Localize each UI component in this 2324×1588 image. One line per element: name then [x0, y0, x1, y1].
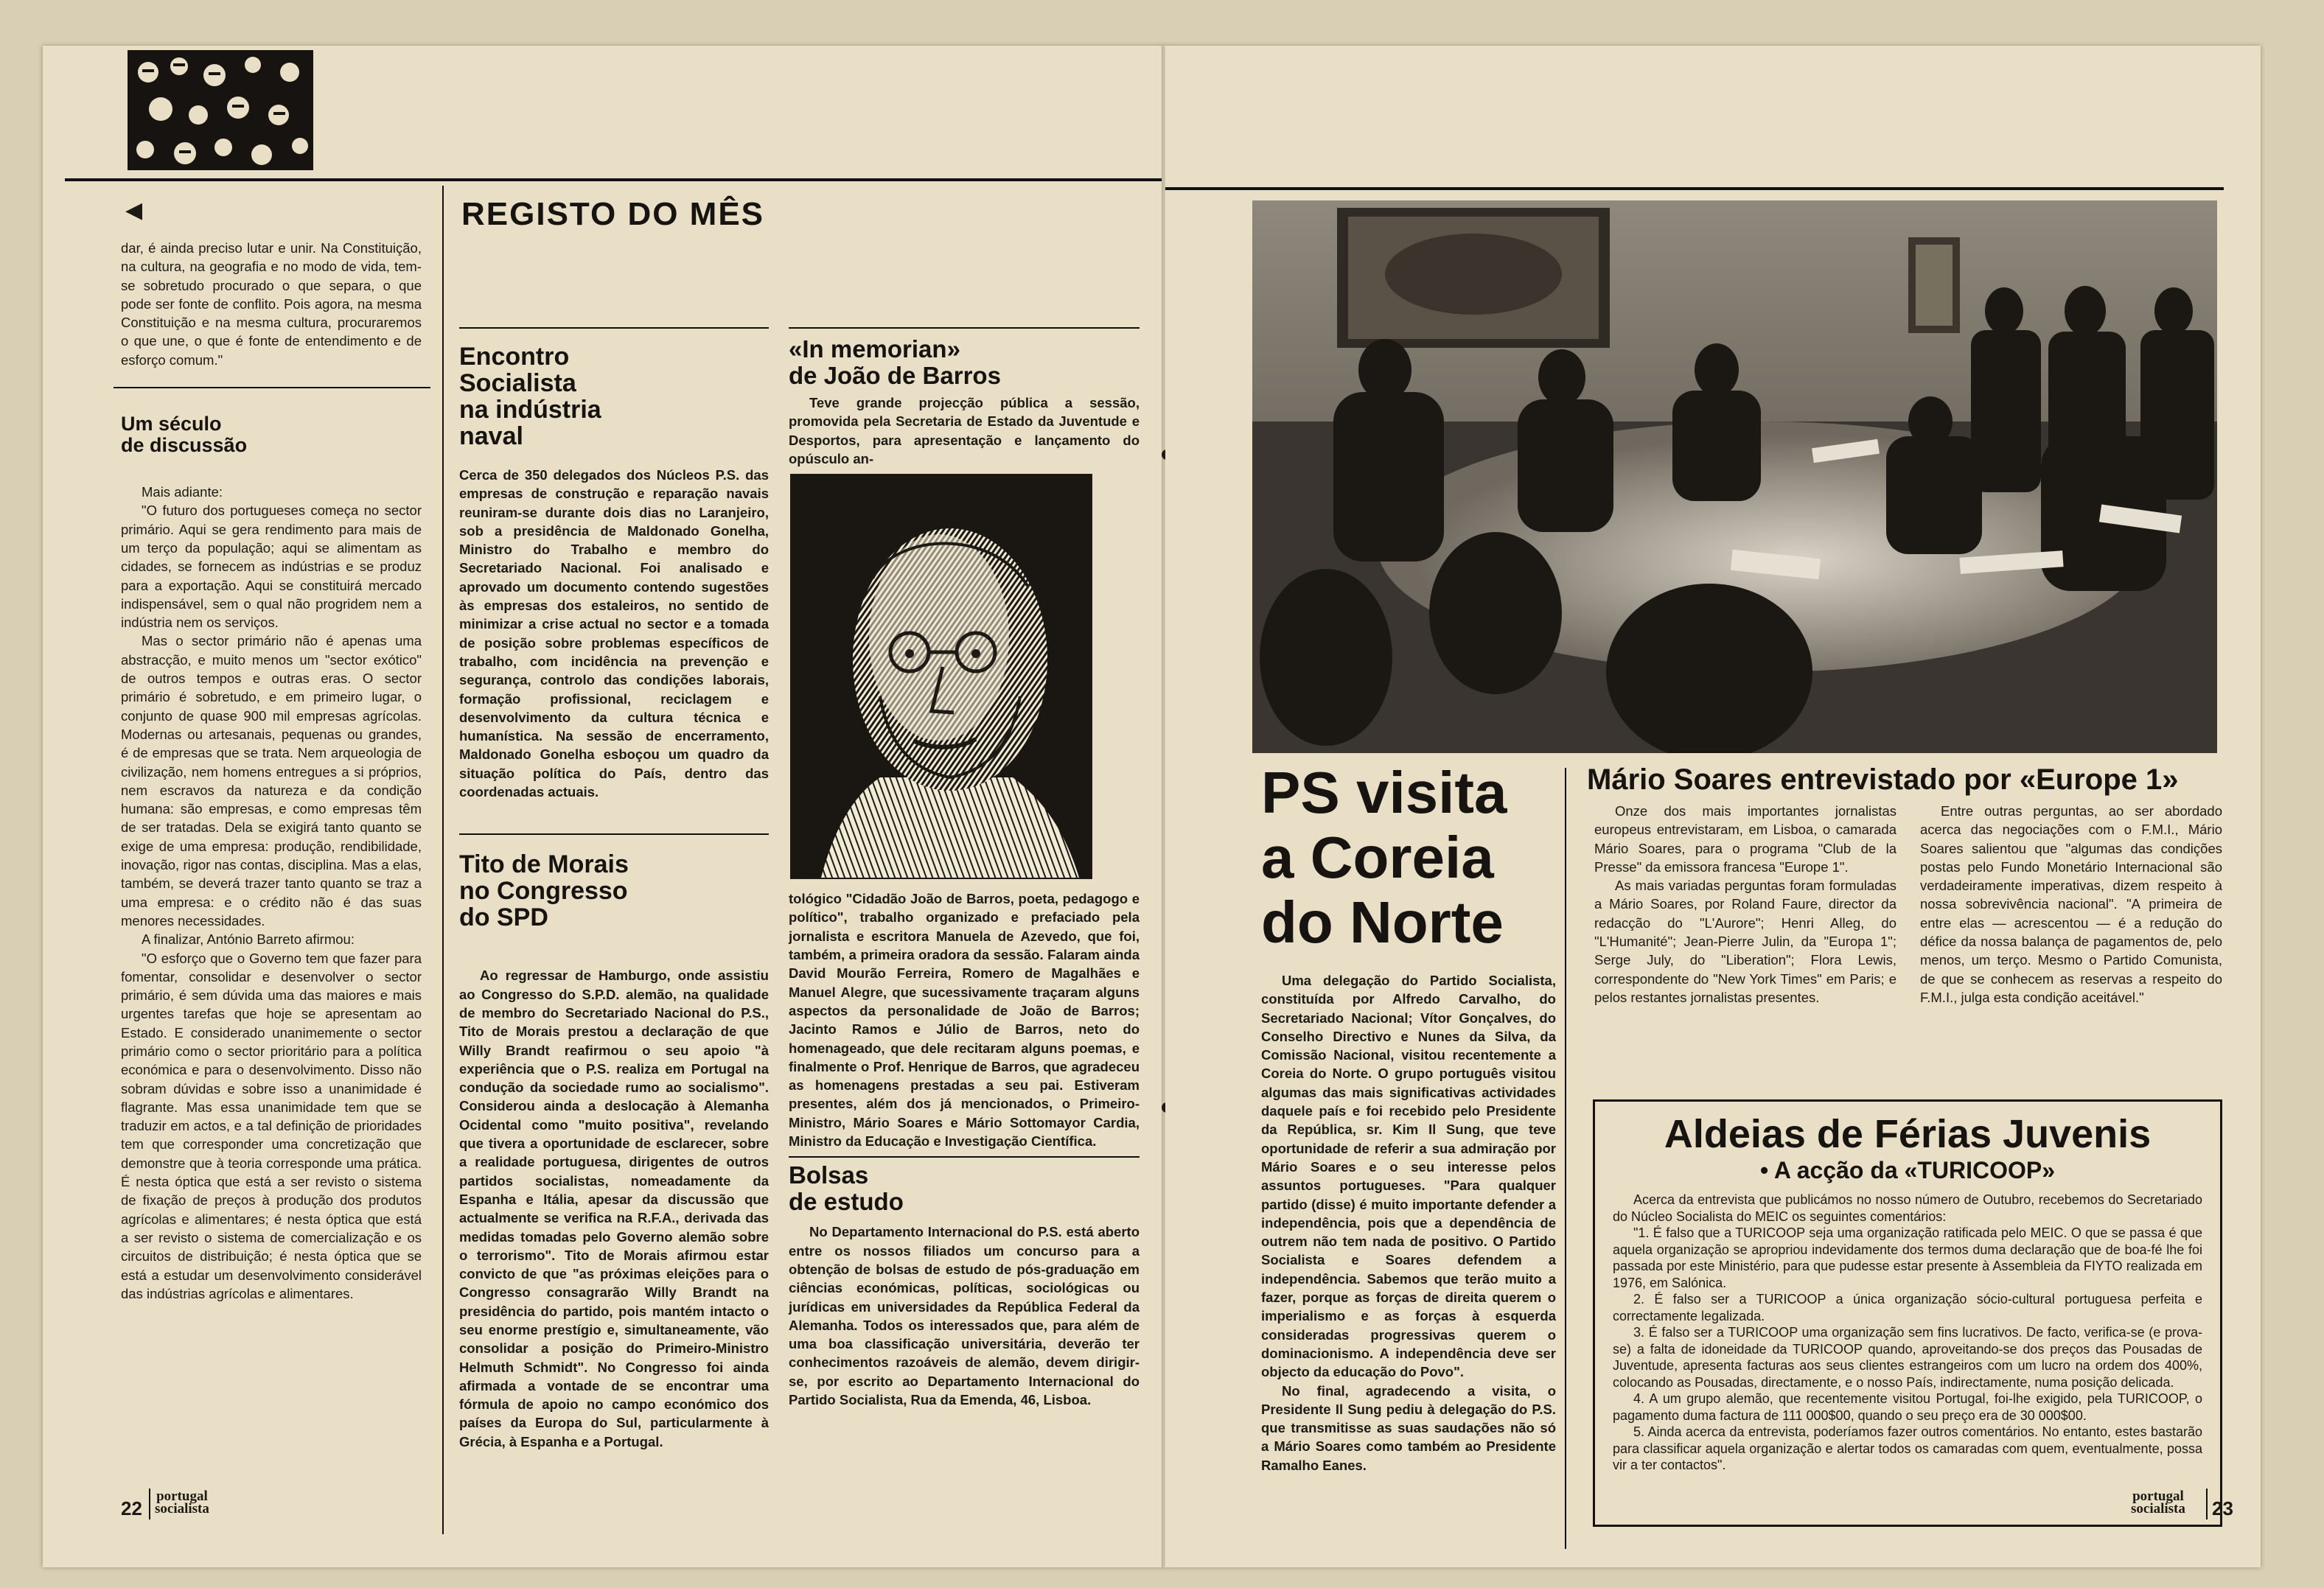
aldeias-headline: Aldeias de Férias Juvenis	[1664, 1112, 2152, 1156]
europe1-headline: Mário Soares entrevistado por «Europe 1»	[1587, 763, 2179, 796]
coreia-headline-line-1: PS visita	[1261, 760, 1507, 825]
coreia-paragraph-list	[1261, 971, 1556, 1475]
memorian-text-top: Teve grande projecção pública a sessão, promovida pela Secretaria de Estado da Juventude e Desportos, para apresentação e lançamento do opúsculo an-	[789, 395, 1140, 466]
europe1-col2-paragraph-1: Entre outras perguntas, ao ser abordado acerca das negociações com o F.M.I., Mário Soares salientou que "algumas das condições postas pelo Fundo Monetário Internacional são verdadeiramente imperativas, dizem respeito à nossa sobrevivência nacional". "A primeira de entre elas — acrescentou — é a redução do défice da nossa balança de pagamentos de, pelo menos, um terço. Mesmo o Partido Comunista, de que se conhecem as reservas a respeito do F.M.I., julga esta condição aceitável."	[1920, 803, 2222, 1005]
encontro-heading-line-4: naval	[459, 422, 523, 450]
europe1-col1-paragraph-2: As mais variadas perguntas foram formuladas a Mário Soares, por Roland Faure, director da redacção do "L'Aurore"; Henri Alleg, do "L'Humanité"; Jean-Pierre Julin, da "Europa 1"; Serge July, do "Liberation"; Flora Lewis, correspondente do "New York Times" em Paris; e pelos restantes jornalistas presentes.	[1594, 878, 1896, 1005]
intro-rule	[114, 387, 430, 388]
tito-top-rule	[459, 833, 769, 835]
page-number-left: 22	[121, 1497, 142, 1519]
europe1-section	[1587, 763, 2227, 1005]
encontro-heading	[459, 343, 769, 450]
column-rule-1	[442, 186, 444, 1534]
seculo-paragraph: "O esforço que o Governo tem que fazer para fomentar, consolidar e desenvolver o sector primário, é sem dúvida uma das maiores e mais urgentes tarefas que hoje se apresentam ao Estado. E considerado unanimemente o sector primário como o sector prioritário para a política económica e para o desenvolvimento. Disso não sobram dúvidas e sobre isso a unanimidade é flagrante. Mas essa unanimidade tem que se traduzir em actos, e a tal definição de prioridades tem que corresponder uma concretização que demonstre que à teoria corresponde uma prática. É nesta óptica que está a ser revisto o sistema de fixação de preços à produção dos produtos agrícolas e alimentares; é nesta óptica que está a ser revisto o sistema de comercialização e os circuitos de distribuição; é nesta óptica que se está a estudar um desenvolvimento considerável das indústrias agrícolas e alimentares.	[121, 950, 422, 1301]
encontro-text: Cerca de 350 delegados dos Núcleos P.S. das empresas de construção e reparação navais reuniram-se durante dois dias no Laranjeiro, sob a presidência de Maldonado Gonelha, Ministro do Trabalho e membro do Secretariado Nacional. Foi analisado e aprovado um documento contendo sugestões às empresas dos estaleiros, no sentido de minimizar a crise actual no sector e a tomada de posição sobre problemas específicos de trabalho, com incidência na prevenção e segurança, controlo das condições laborais, formação profissional, reciclagem e desenvolvimento da cultura técnica e humanística. Na sessão de encerramento, Maldonado Gonelha esboçou um quadro da situação política do País, dentro das coordenadas actuais.	[459, 467, 769, 800]
joao-de-barros-portrait	[790, 474, 1092, 879]
memorian-heading-line2: de João de Barros	[789, 362, 1001, 389]
europe1-col2	[1920, 802, 2222, 1007]
page-number-right: 23	[2212, 1497, 2233, 1519]
aldeias-paragraph-3: 2. É falso ser a TURICOOP a única organização sócio-cultural portuguesa perfeita e correctamente legalizada.	[1613, 1292, 2202, 1323]
top-rule	[65, 178, 1165, 181]
coreia-headline-line-3: do Norte	[1261, 889, 1504, 955]
encontro-top-rule	[459, 327, 769, 329]
bolsas-text: No Departamento Internacional do P.S. está aberto entre os nossos filiados um concurso para a obtenção de bolsas de estudo de pós-graduação em ciências económicas, políticas, sociológicas ou jurídicas em universidades da República Federal da Alemanha. Todos os interessados que, para além de uma boa classificação universitária, deverão ter conhecimentos razoáveis de alemão, devem dirigir-se, por escrito ao Departamento Internacional do Partido Socialista, Rua da Emenda, 46, Lisboa.	[789, 1224, 1140, 1408]
aldeias-paragraph-list	[1595, 1184, 2220, 1474]
column-1	[121, 239, 422, 1303]
aldeias-subhead: • A acção da «TURICOOP»	[1759, 1157, 2056, 1183]
memorian-top-rule	[789, 327, 1140, 329]
right-page	[1165, 46, 2261, 1567]
encontro-heading-line-3: na indústria	[459, 396, 601, 424]
folio-divider-right	[2206, 1489, 2208, 1519]
aldeias-box	[1593, 1099, 2222, 1527]
logo-line2: socialista	[155, 1501, 209, 1517]
seculo-paragraph: Mais adiante:	[142, 484, 223, 500]
crowd-montage-image	[128, 50, 313, 170]
section-title: REGISTO DO MÊS	[461, 196, 765, 232]
encontro-heading-line-2: Socialista	[459, 369, 576, 397]
memorian-text-bottom: tológico "Cidadão João de Barros, poeta, pedagogo e político", trabalho organizado e prefaciado pela jornalista e escritora Manuela de Azevedo, que foi, também, a primeira oradora da sessão. Falaram ainda David Mourão Ferreira, Romero de Magalhães e Manuel Alegre, que sucessivamente traçaram alguns aspectos da personalidade de João de Barros; Jacinto Ramos e Júlio de Barros, neto do homenageado, que dele recitaram alguns poemas, e finalmente o Prof. Henrique de Barros, que agradeceu as homenagens prestadas a seu pai. Estiveram presentes, além dos já mencionados, o Primeiro-Ministro, Mário Soares e Mário Sottomayor Cardia, Ministro da Educação e Investigação Científica.	[789, 891, 1140, 1150]
seculo-heading-line1: Um século	[121, 413, 222, 436]
logo-line1: portugal	[2132, 1489, 2184, 1504]
tito-text: Ao regressar de Hamburgo, onde assistiu ao Congresso do S.P.D. alemão, na qualidade de membro do Secretariado Nacional do P.S., Tito de Morais prestou a declaração de que Willy Brandt reafirmou o seu apoio "à experiência que o P.S. realiza em Portugal na condução da sociedade rumo ao socialismo". Considerou ainda a deslocação à Alemanha Ocidental como "muito positiva", revelando que tivera a oportunidade de esclarecer, sobre a realidade portuguesa, dirigentes de outros partidos socialistas, nomeadamente da Espanha e Itália, apesar da discussão que actualmente se verifica na R.F.A., derivada das medidas tomadas pelo Governo alemão sobre o terrorismo". Tito de Morais afirmou estar convicto de que "as próximas eleições para o Congresso consagrarão Willy Brandt na presidência do partido, pois mantém intacto o seu enorme prestígio e, simultaneamente, vão consolidar a posição do Primeiro-Ministro Helmuth Schmidt". No Congresso foi ainda afirmada a vontade de se encontrar uma fórmula de apoio no campo económico dos países da Europa do Sul, particularmente à Grécia, à Espanha e a Portugal.	[459, 968, 769, 1449]
column-2	[459, 327, 769, 1451]
meeting-photo	[1252, 200, 2217, 753]
logo-line1: portugal	[156, 1489, 208, 1504]
back-arrow-icon: ◀	[125, 198, 143, 223]
publication-logo-left	[155, 1490, 209, 1515]
aldeias-paragraph-6: 5. Ainda acerca da entrevista, poderíamos fazer outros comentários. No entanto, estes bastarão para classificar aquela organização e alertar todos os camaradas com quem, eventualmente, possa vir a ter contactos".	[1613, 1424, 2202, 1472]
column-rule-right	[1565, 768, 1566, 1549]
bolsas-heading-line2: de estudo	[789, 1188, 904, 1216]
memorian-heading-line1: «In memorian»	[789, 335, 960, 363]
tito-heading-line-3: do SPD	[459, 903, 548, 932]
bolsas-top-rule	[789, 1156, 1140, 1158]
aldeias-paragraph-2: "1. É falso que a TURICOOP seja uma organização ratificada pelo MEIC. O que se passa é que aquela organização se apropriou indevidamente dos termos duma declaração que de boa-fé lhe foi passada por este Ministério, para que pudesse estar presente à Assembleia da FIYTO realizada em 1976, em Salónica.	[1613, 1225, 2202, 1290]
seculo-heading-line2: de discussão	[121, 434, 248, 457]
seculo-paragraph: Mas o sector primário não é apenas uma abstracção, e muito menos um "sector exótico" de outros tempos e outras eras. O sector primário é sobretudo, e em primeiro lugar, o conjunto de quase 900 mil empresas agrícolas. Modernas ou artesanais, pequenas ou grandes, é de empresas que se trata. Nem arqueologia de civilização, nem homens entregues a si próprios, nem escravos da natureza e da condição humana: são empresas, e como empresas têm de ser tratadas. Dela se exigirá tanto quanto se exige de uma empresa: produção, rendibilidade, inovação, rigor nas contas, disciplina. Mas a elas, também, se deverá trazer tanto quanto se traz a uma empresa: e o crédito não é das suas menores necessidades.	[121, 633, 422, 928]
tito-heading-line-1: Tito de Morais	[459, 850, 629, 879]
folio-divider-left	[149, 1489, 150, 1519]
bolsas-heading-line1: Bolsas	[789, 1161, 869, 1189]
aldeias-paragraph-5: 4. A um grupo alemão, que recentemente visitou Portugal, foi-lhe exigido, pela TURICOOP, o pagamento duma factura de 111 000$00, quando o seu preço era de 30 000$00.	[1613, 1391, 2202, 1423]
coreia-paragraph-2: No final, agradecendo a visita, o Presidente Il Sung pediu à delegação do P.S. que transmitisse as suas saudações não só a Mário Soares como também ao Presidente Ramalho Eanes.	[1261, 1382, 1556, 1473]
aldeias-paragraph-1: Acerca da entrevista que publicámos no nosso número de Outubro, recebemos do Secretariado do Núcleo Socialista do MEIC os seguintes comentários:	[1613, 1192, 2202, 1224]
coreia-paragraph-1: Uma delegação do Partido Socialista, constituída por Alfredo Carvalho, do Secretariado Nacional; Vítor Gonçalves, do Conselho Directivo e Nunes da Silva, da Comissão Nacional, visitou recentemente a Coreia do Norte. O grupo português visitou algumas das mais significativas actividades daquele país e foi recebido pelo Presidente da República, sr. Kim Il Sung, que teve oportunidade de referir a sua admiração por Mário Soares e o seu interesse pelos assuntos portugueses. "Para qualquer partido (disse) é muito importante defender a independência, pois que a dependência de outrem não tem nada de positivo. O Partido Socialista e Soares defendem a independência. Sabemos que terão muito a fazer, porque as forças de direita querem o imperialismo e as forças à esquerda consideradas progressivas querem o dominacionismo. A independência deve ser objecto da educação do Povo".	[1261, 973, 1556, 1380]
top-rule-right	[1165, 187, 2224, 190]
seculo-paragraph: A finalizar, António Barreto afirmou:	[142, 931, 355, 948]
europe1-col1-paragraph-1: Onze dos mais importantes jornalistas europeus entrevistaram, em Lisboa, o camarada Mário Soares, para o programa "Club de la Presse" da emissora francesa "Europe 1".	[1594, 803, 1896, 875]
seculo-paragraph: "O futuro dos portugueses começa no sector primário. Aqui se gera rendimento para mais de um terço da população; aqui se alimentam as cidades, se fornecem as indústrias e se produz para a exportação. Aqui se constituirá mercado indispensável, sem o qual não progridem nem a indústria nem os serviços.	[121, 503, 422, 631]
tito-heading-line-2: no Congresso	[459, 877, 628, 906]
logo-line2: socialista	[2131, 1501, 2185, 1517]
tito-heading	[459, 851, 769, 931]
coreia-column	[1261, 760, 1644, 1475]
encontro-heading-line-1: Encontro	[459, 343, 570, 371]
intro-paragraph: dar, é ainda preciso lutar e unir. Na Constituição, na cultura, na geografia e no modo de vida, tem-se sobretudo procurado o que separa, o que pode ser fonte de conflito. Pois agora, na mesma Constituição e na mesma cultura, procuraremos o que une, o que é fonte de entendimento e de esforço comum."	[121, 240, 422, 368]
aldeias-paragraph-4: 3. É falso ser a TURICOOP uma organização sem fins lucrativos. De facto, verifica-se (e prova-se) a falta de idoneidade da TURICOOP quando, aproveitando-se dos preços das Pousadas de Juventude, apresenta facturas aos seus clientes estrangeiros com um lucro na ordem dos 400%, colocando as Pousadas, directamente, e o nosso País, indirectamente, numa posição delicada.	[1613, 1325, 2202, 1390]
europe1-col1	[1594, 802, 1896, 1007]
left-page	[43, 46, 1165, 1567]
column-3	[789, 327, 1140, 1409]
publication-logo-right	[2131, 1490, 2185, 1515]
coreia-headline-line-2: a Coreia	[1261, 825, 1494, 890]
seculo-paragraph-list	[121, 483, 422, 1303]
